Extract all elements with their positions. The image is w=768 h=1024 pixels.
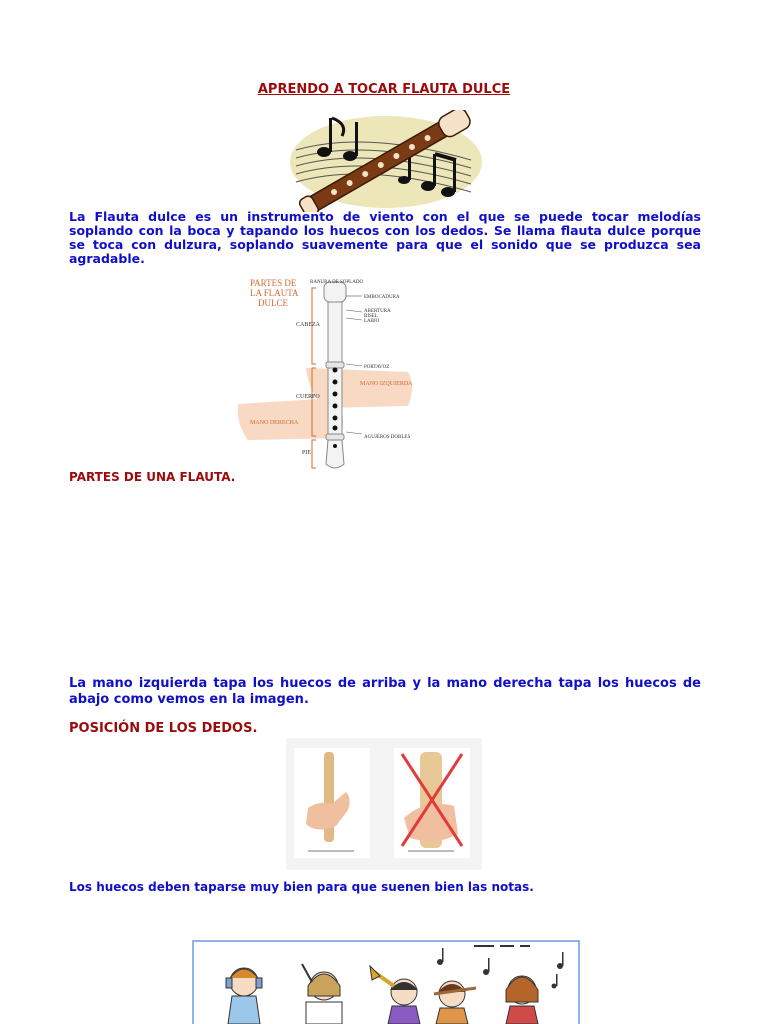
label-cuerpo: CUERPO bbox=[296, 394, 320, 400]
label-cabeza: CABEZA bbox=[296, 322, 320, 328]
label-ranura: RANURA DE SOPLADO bbox=[310, 280, 364, 285]
label-mano-izquierda: MANO IZQUIERDA bbox=[360, 381, 413, 387]
finger-position-photos bbox=[286, 738, 482, 870]
fingers-caption: POSICIÓN DE LOS DEDOS. bbox=[69, 721, 258, 736]
label-portavoz: PORTAVOZ bbox=[364, 365, 390, 370]
label-mano-derecha: MANO DERECHA bbox=[250, 420, 299, 426]
diagram-heading-3: DULCE bbox=[258, 298, 288, 308]
diagram-heading-2: LA FLAUTA bbox=[250, 288, 299, 298]
label-bisel: BISEL bbox=[364, 314, 378, 319]
label-abertura: ABERTURA bbox=[364, 309, 391, 314]
flute-parts-diagram bbox=[232, 268, 432, 478]
label-pie: PIE bbox=[302, 450, 311, 456]
flute-notes-illustration bbox=[286, 110, 484, 212]
flute-parts-svg bbox=[232, 268, 432, 478]
finger-position-svg bbox=[286, 738, 482, 870]
children-music-illustration bbox=[192, 940, 580, 1024]
parts-caption: PARTES DE UNA FLAUTA. bbox=[69, 470, 236, 484]
flute-notes-image bbox=[286, 110, 484, 212]
hands-paragraph: La mano izquierda tapa los huecos de arriba y la mano derecha tapa los huecos de abajo como vemos en la imagen. bbox=[69, 676, 701, 707]
label-labio: LABIO bbox=[364, 319, 380, 324]
diagram-heading-1: PARTES DE bbox=[250, 278, 297, 288]
label-embocadura: EMBOCADURA bbox=[364, 295, 400, 300]
page-title: APRENDO A TOCAR FLAUTA DULCE bbox=[257, 82, 511, 97]
holes-paragraph: Los huecos deben taparse muy bien para que suenen bien las notas. bbox=[69, 880, 534, 894]
children-music-svg bbox=[194, 942, 578, 1024]
label-agujeros-dobles: AGUJEROS DOBLES bbox=[364, 435, 411, 440]
intro-paragraph: La Flauta dulce es un instrumento de viento con el que se puede tocar melodías soplando con la boca y tapando los huecos con los dedos. Se llama flauta dulce porque se toca con dulzura, soplando suavemente para que el sonido que se produzca sea agradable. bbox=[69, 209, 701, 266]
